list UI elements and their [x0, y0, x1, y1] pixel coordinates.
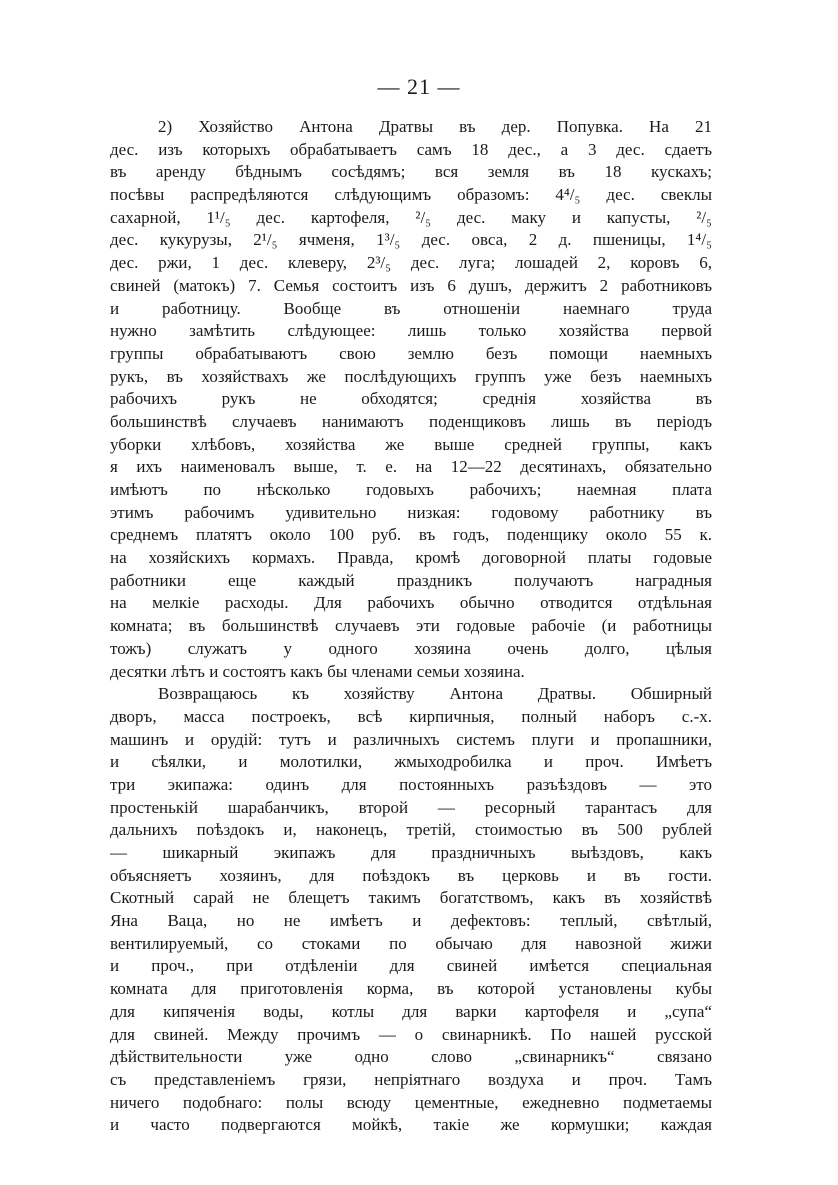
text-line: для кипяченія воды, котлы для варки картофеля и „супа“: [110, 1001, 712, 1021]
text-line: работники еще каждый праздникъ получаютъ наградныя: [110, 570, 712, 590]
text-line: группы обрабатываютъ свою землю безъ помощи наемныхъ: [110, 343, 712, 363]
text-line: съ представленіемъ грязи, непріятнаго воздуха и проч. Тамъ: [110, 1069, 712, 1089]
text-line: 2) Хозяйство Антона Дратвы въ дер. Попувка. На 21: [158, 117, 712, 136]
text-line: дес. кукурузы, 2¹/₅ ячменя, 1³/₅ дес. овса, 2 д. пшеницы, 1⁴/₅: [110, 230, 712, 250]
text-line: простенькій шарабанчикъ, второй — ресорный тарантасъ для: [110, 797, 712, 817]
text-line: нужно замѣтить слѣдующее: лишь только хозяйства первой: [110, 321, 712, 341]
text-line: большинствѣ случаевъ нанимаютъ поденщиковъ лишь въ періодъ: [110, 411, 712, 431]
text-line: на хозяйскихъ кормахъ. Правда, кромѣ договорной платы годовые: [110, 548, 712, 568]
text-line: Возвращаюсь къ хозяйству Антона Дратвы. Обширный: [158, 684, 712, 704]
text-line: комната для приготовленія корма, въ которой установлены кубы: [110, 979, 712, 999]
text-line: среднемъ платятъ около 100 руб. въ годъ, поденщику около 55 к.: [110, 525, 712, 545]
text-line: десятки лѣтъ и состоятъ какъ бы членами семьи хозяина.: [110, 661, 525, 681]
text-line: сахарной, 1¹/₅ дес. картофеля, ²/₅ дес. маку и капусты, ²/₅: [110, 207, 712, 227]
text-line: я ихъ наименовалъ выше, т. е. на 12—22 десятинахъ, обязательно: [110, 457, 712, 477]
text-line: дальнихъ поѣздокъ и, наконецъ, третій, стоимостью въ 500 рублей: [110, 820, 712, 840]
text-line: дес. ржи, 1 дес. клеверу, 2³/₅ дес. луга; лошадей 2, коровъ 6,: [110, 253, 712, 273]
text-line: тожъ) служатъ у одного хозяина очень долго, цѣлыя: [110, 638, 712, 658]
text-line: и проч., при отдѣленіи для свиней имѣется специальная: [110, 956, 712, 976]
text-line: дворъ, масса построекъ, всѣ кирпичныя, полный наборъ с.-х.: [110, 706, 712, 726]
text-line: объясняетъ хозяинъ, для поѣздокъ въ церковь и въ гости.: [110, 865, 712, 885]
text-line: свиней (матокъ) 7. Семья состоитъ изъ 6 душъ, держитъ 2 работниковъ: [110, 275, 712, 295]
text-line: комната; въ большинствѣ случаевъ эти годовые рабочіе (и работницы: [110, 616, 712, 636]
text-line: — шикарный экипажъ для праздничныхъ выѣздовъ, какъ: [110, 843, 712, 862]
text-line: имѣютъ по нѣсколько годовыхъ рабочихъ; наемная плата: [110, 480, 712, 499]
text-line: машинъ и орудій: тутъ и различныхъ системъ плуги и пропашники,: [110, 729, 712, 749]
text-line: дес. изъ которыхъ обрабатываетъ самъ 18 дес., а 3 дес. сдаетъ: [110, 139, 712, 159]
text-line: и часто подвергаются мойкѣ, такіе же кормушки; каждая: [110, 1115, 712, 1135]
body-text: [110, 116, 712, 1137]
text-line: на мелкіе расходы. Для рабочихъ обычно отводится отдѣльная: [110, 593, 712, 613]
text-line: три экипажа: одинъ для постоянныхъ разъѣздовъ — это: [110, 774, 712, 794]
text-line: рабочихъ рукъ не обходятся; среднія хозяйства въ: [110, 389, 712, 409]
text-line: и сѣялки, и молотилки, жмыходробилка и проч. Имѣетъ: [110, 752, 712, 772]
text-line: и работницу. Вообще въ отношеніи наемнаго труда: [110, 298, 712, 318]
text-line: этимъ рабочимъ удивительно низкая: годовому работнику въ: [110, 502, 712, 522]
text-line: въ аренду бѣднымъ сосѣдямъ; вся земля въ 18 кускахъ;: [110, 162, 712, 182]
text-line: посѣвы распредѣляются слѣдующимъ образомъ: 4⁴/₅ дес. свеклы: [110, 185, 712, 205]
text-line: для свиней. Между прочимъ — о свинарникѣ. По нашей русской: [110, 1024, 712, 1044]
text-line: дѣйствительности уже одно слово „свинарникъ“ связано: [110, 1047, 712, 1067]
text-line: вентилируемый, со стоками по обычаю для навозной жижи: [110, 933, 712, 953]
text-line: Скотный сарай не блещетъ такимъ богатствомъ, какъ въ хозяйствѣ: [110, 888, 712, 908]
text-line: рукъ, въ хозяйствахъ же послѣдующихъ группъ уже безъ наемныхъ: [110, 366, 712, 386]
text-line: ничего подобнаго: полы всюду цементные, ежедневно подметаемы: [110, 1092, 712, 1112]
page-number: — 21 —: [377, 74, 461, 99]
text-line: Яна Ваца, но не имѣетъ и дефектовъ: теплый, свѣтлый,: [110, 911, 712, 931]
text-line: уборки хлѣбовъ, хозяйства же выше средней группы, какъ: [110, 434, 712, 454]
